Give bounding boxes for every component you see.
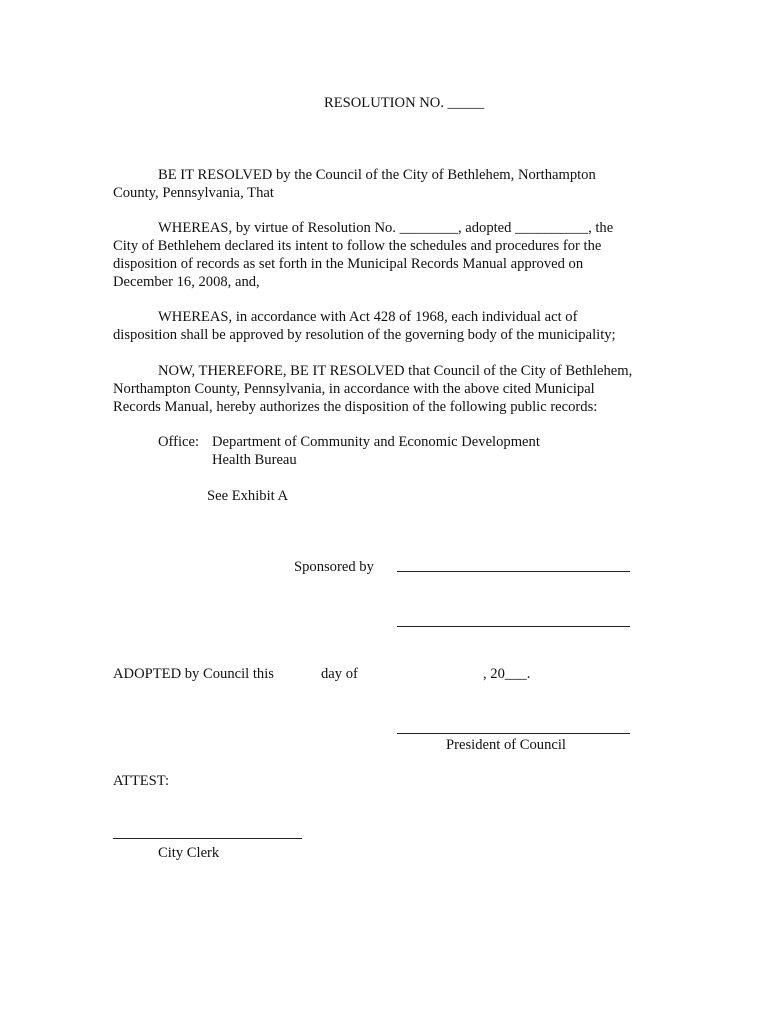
resolved-intro-line-2: County, Pennsylvania, That <box>113 185 274 201</box>
sponsor-signature-line-1 <box>397 571 630 572</box>
president-signature-line <box>397 733 630 734</box>
clerk-signature-line <box>113 838 302 839</box>
exhibit-reference: See Exhibit A <box>207 488 289 504</box>
office-label: Office: <box>158 434 200 450</box>
resolved-intro-line-1: BE IT RESOLVED by the Council of the City of Bethlehem, Northampton <box>158 167 596 183</box>
adopted-year: , 20___. <box>483 666 531 682</box>
whereas-1-line-1: WHEREAS, by virtue of Resolution No. ________, adopted __________, the <box>158 220 614 236</box>
sponsored-by-label: Sponsored by <box>294 559 374 575</box>
now-therefore-line-3: Records Manual, hereby authorizes the disposition of the following public records: <box>113 399 598 415</box>
whereas-2-line-1: WHEREAS, in accordance with Act 428 of 1968, each individual act of <box>158 309 578 325</box>
office-bureau: Health Bureau <box>212 452 297 468</box>
whereas-1-line-2: City of Bethlehem declared its intent to follow the schedules and procedures for the <box>113 238 602 254</box>
office-department: Department of Community and Economic Development <box>212 434 540 450</box>
whereas-1-line-4: December 16, 2008, and, <box>113 274 260 290</box>
whereas-1-line-3: disposition of records as set forth in the Municipal Records Manual approved on <box>113 256 584 272</box>
resolution-title: RESOLUTION NO. _____ <box>324 95 485 111</box>
sponsor-signature-line-2 <box>397 626 630 627</box>
adopted-prefix: ADOPTED by Council this <box>113 666 274 682</box>
adopted-day-of: day of <box>321 666 358 682</box>
president-label: President of Council <box>446 737 566 753</box>
whereas-2-line-2: disposition shall be approved by resolution of the governing body of the municipality; <box>113 327 616 343</box>
now-therefore-line-1: NOW, THEREFORE, BE IT RESOLVED that Council of the City of Bethlehem, <box>158 363 633 379</box>
clerk-label: City Clerk <box>158 845 220 861</box>
attest-label: ATTEST: <box>113 773 170 789</box>
now-therefore-line-2: Northampton County, Pennsylvania, in accordance with the above cited Municipal <box>113 381 595 397</box>
